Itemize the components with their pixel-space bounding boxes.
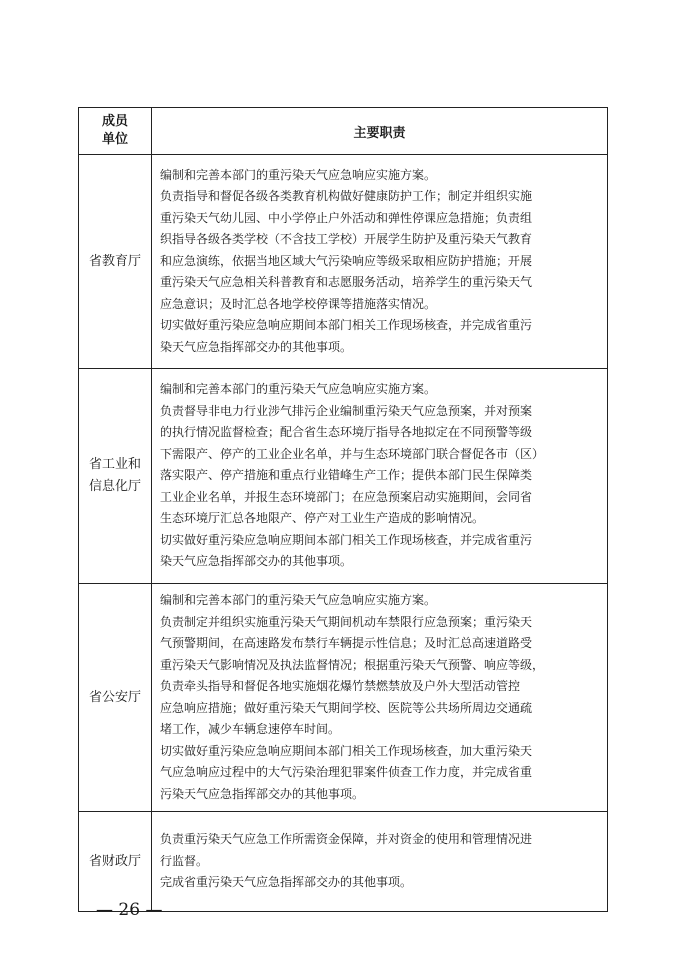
duty-line: 工业企业名单，并报生态环境部门；在应急预案启动实施期间，会同省	[160, 489, 533, 504]
header-unit	[79, 108, 152, 155]
unit-name: 省工业和	[88, 457, 141, 472]
unit-cell	[79, 155, 152, 369]
unit-cell	[79, 584, 152, 812]
unit-name: 省教育厅	[88, 253, 141, 269]
unit-name: 信息化厅	[88, 479, 141, 494]
duty-line: 的执行情况监督检查；配合省生态环境厅指导各地拟定在不同预警等级	[160, 425, 533, 440]
header-duty: 主要职责	[152, 108, 608, 155]
duty-cell	[152, 155, 608, 369]
table-row	[79, 369, 608, 584]
unit-name: 省财政厅	[88, 853, 141, 869]
page-number: — 26 —	[96, 900, 163, 920]
duty-cell	[152, 369, 608, 584]
duty-line: 生态环境厅汇总各地限产、停产对工业生产造成的影响情况。	[160, 511, 485, 526]
duty-line: 行监督。	[160, 853, 209, 868]
duty-cell	[152, 584, 608, 812]
duty-line: 落实限产、停产措施和重点行业错峰生产工作；提供本部门民生保障类	[160, 468, 533, 483]
table-header-row	[79, 108, 608, 155]
duty-line: 重污染天气影响情况及执法监督情况；根据重污染天气预警、响应等级，	[160, 657, 545, 672]
duty-line: 切实做好重污染应急响应期间本部门相关工作现场核查，并完成省重污	[160, 318, 533, 333]
header-unit-line: 成员	[101, 114, 128, 129]
duty-line: 染天气应急指挥部交办的其他事项。	[160, 554, 353, 569]
duty-line: 切实做好重污染应急响应期间本部门相关工作现场核查，并完成省重污	[160, 532, 533, 547]
duty-line: 重污染天气幼儿园、中小学停止户外活动和弹性停课应急措施；负责组	[160, 210, 533, 225]
duty-line: 气预警期间，在高速路发布禁行车辆提示性信息；及时汇总高速道路受	[160, 636, 533, 650]
unit-name: 省公安厅	[88, 689, 141, 705]
duty-line: 完成省重污染天气应急指挥部交办的其他事项。	[160, 875, 413, 890]
duty-line: 应急意识；及时汇总各地学校停课等措施落实情况。	[160, 296, 437, 311]
header-unit-line: 单位	[101, 132, 128, 147]
duty-line: 编制和完善本部门的重污染天气应急响应实施方案。	[160, 593, 437, 607]
duty-line: 污染天气应急指挥部交办的其他事项。	[160, 786, 365, 801]
duty-line: 负责督导非电力行业涉气排污企业编制重污染天气应急预案，并对预案	[160, 403, 533, 418]
duty-line: 负责制定并组织实施重污染天气期间机动车禁限行应急预案；重污染天	[160, 614, 533, 629]
duty-line: 应急响应措施；做好重污染天气期间学校、医院等公共场所周边交通疏	[160, 700, 533, 715]
unit-cell	[79, 369, 152, 584]
duty-cell	[152, 812, 608, 912]
duty-line: 堵工作，减少车辆怠速停车时间。	[160, 722, 341, 736]
duty-line: 负责牵头指导和督促各地实施烟花爆竹禁燃禁放及户外大型活动管控	[160, 679, 521, 693]
duty-line: 负责重污染天气应急工作所需资金保障，并对资金的使用和管理情况进	[160, 832, 533, 847]
duty-table	[78, 107, 608, 912]
table-row	[79, 584, 608, 812]
duty-line: 下需限产、停产的工业企业名单，并与生态环境部门联合督促各市（区）	[160, 446, 545, 461]
duty-line: 重污染天气应急相关科普教育和志愿服务活动，培养学生的重污染天气	[160, 275, 533, 290]
table-row	[79, 155, 608, 369]
duty-line: 编制和完善本部门的重污染天气应急响应实施方案。	[160, 167, 437, 182]
duty-line: 和应急演练，依据当地区域大气污染响应等级采取相应防护措施；开展	[160, 253, 533, 268]
duty-line: 气应急响应过程中的大气污染治理犯罪案件侦查工作力度，并完成省重	[160, 765, 533, 779]
duty-line: 切实做好重污染应急响应期间本部门相关工作现场核查，加大重污染天	[160, 743, 533, 758]
unit-cell	[79, 812, 152, 912]
table-row	[79, 812, 608, 912]
duty-line: 负责指导和督促各级各类教育机构做好健康防护工作；制定并组织实施	[160, 189, 533, 204]
duty-line: 织指导各级各类学校（不含技工学校）开展学生防护及重污染天气教育	[160, 232, 533, 247]
duty-line: 染天气应急指挥部交办的其他事项。	[160, 339, 353, 354]
duty-line: 编制和完善本部门的重污染天气应急响应实施方案。	[160, 382, 437, 397]
